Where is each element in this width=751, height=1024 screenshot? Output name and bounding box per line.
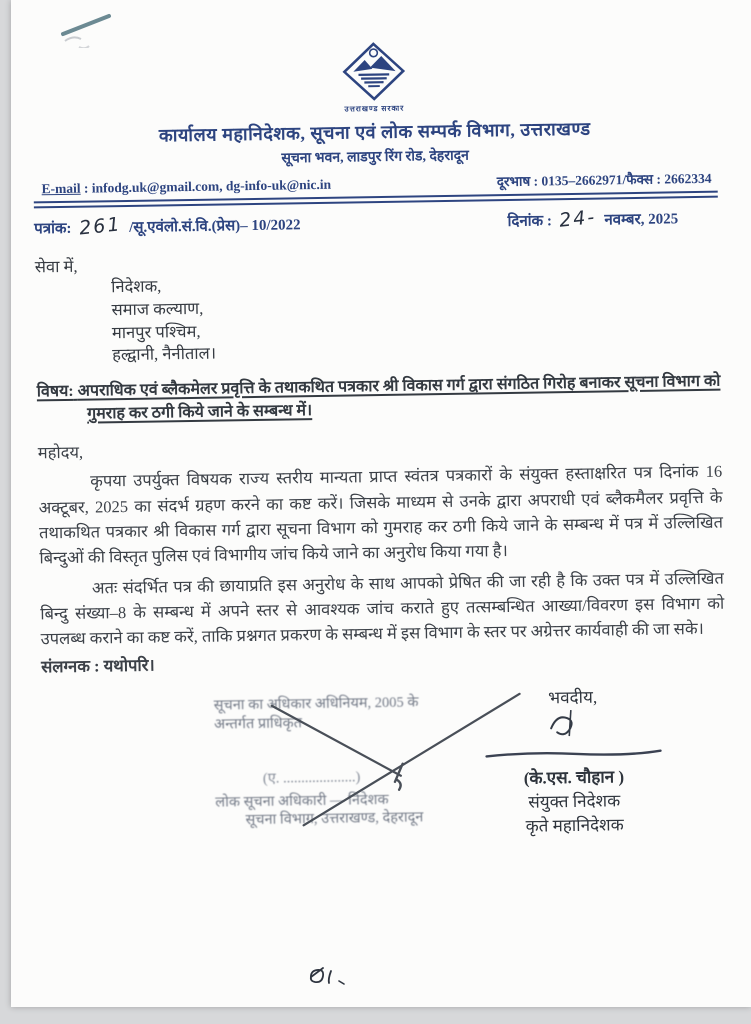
subject-label: विषय: <box>36 382 74 401</box>
subject-line <box>37 370 722 427</box>
letter-number-handwritten: 261 <box>78 213 123 240</box>
signatory-designation: संयुक्त निदेशक <box>528 791 621 812</box>
addressee-line: हल्द्वानी, नैनीताल। <box>112 343 217 365</box>
state-emblem-icon <box>341 42 406 103</box>
handwritten-rule <box>484 749 662 760</box>
uttarakhand-emblem <box>31 37 716 108</box>
salutation: महोदय, <box>37 443 84 463</box>
email-addresses: : infodg.uk@gmail.com, dg-info-uk@nic.in <box>83 176 332 196</box>
date-rest: नवम्बर, 2025 <box>604 211 679 229</box>
letter-paper <box>11 0 751 1007</box>
signatory-name: (के.एस. चौहान ) <box>523 767 625 788</box>
closing-word: भवदीय, <box>548 687 598 708</box>
addressee-line: समाज कल्याण, <box>111 298 204 319</box>
email-line <box>41 177 331 198</box>
handwritten-bottom-mark <box>303 965 351 991</box>
emblem-caption: उत्तराखण्ड सरकार <box>344 103 405 114</box>
email-label: E-mail <box>41 180 81 197</box>
addressee-line: निदेशक, <box>110 276 162 297</box>
letter-number-label: पत्रांक: <box>34 220 72 238</box>
rti-authorization-stamp <box>214 692 516 831</box>
body-paragraph-1: कृपया उपर्युक्त विषयक राज्य स्तरीय मान्यता प्राप्त स्वंतत्र पत्रकारों के संयुक्त हस्ताक्षरित पत्र दिनांक 16 अक्टूबर, 2025 का संदर्भ ग्रहण करने का कष्ट करें। जिसके माध्यम से उनके द्वारा अपराधी एवं ब्लैकमैलर प्रवृत्ति के तथाकथित पत्रकार श्री विकास गर्ग द्वारा सूचना विभाग को गुमराह कर ठगी किये जाने के सम्बन्ध में पत्र में उल्लिखित बिन्दुओं की विस्तृत पुलिस एवं विभागीय जांच किये जाने का अनुरोध किया गया है। <box>38 462 724 568</box>
body-paragraph-2: अतः संदर्भित पत्र की छायाप्रति इस अनुरोध के साथ आपको प्रेषित की जा रही है कि उक्त पत्र में उल्लिखित बिन्दु संख्या–8 के सम्बन्ध में अपने स्तर से आवश्यक जांच कराते हुए तत्सम्बन्धित आख्या/विवरण इस विभाग को उपलब्ध कराने का कष्ट करें, ताकि प्रश्नगत प्रकरण के सम्बन्ध में इस विभाग के स्तर पर अग्रेत्तर कार्यवाही की जा सके। <box>40 568 725 649</box>
addressee-block <box>35 244 721 369</box>
letter-number-rest: /सू.एवंलो.सं.वि.(प्रेस)– 10/2022 <box>129 217 301 236</box>
to-label: सेवा में, <box>34 256 78 277</box>
date-handwritten: 24- <box>558 206 598 232</box>
addressee-line: मानपुर पश्चिम, <box>111 321 201 342</box>
stamp-line: (ए. ....................) <box>262 769 361 787</box>
stamp-line: सूचना का अधिकार अधिनियम, 2005 के <box>213 694 419 714</box>
letter-date <box>507 206 718 231</box>
subject-text: अपराधिक एवं ब्लैकमेलर प्रवृत्ति के तथाकथित पत्रकार श्री विकास गर्ग द्वारा संगठित गिरोह बनाकर सूचना विभाग को गुमराह कर ठगी किये जाने के सम्बन्ध में। <box>77 372 721 423</box>
handwritten-signature <box>513 707 633 739</box>
signed-on-behalf-of: कृते महानिदेशक <box>525 815 624 836</box>
signature-region <box>41 675 728 901</box>
reference-row <box>34 206 718 239</box>
enclosure-note: संलग्नक : यथोपरि। <box>40 655 155 677</box>
stamp-line: अन्तर्गत प्राधिकृत <box>213 715 303 733</box>
phone-fax-line: दूरभाष : 0135–2662971/फैक्स : 2662334 <box>496 170 712 190</box>
addressee-lines <box>35 267 720 369</box>
signature-block <box>477 684 669 838</box>
office-address: सूचना भवन, लाडपुर रिंग रोड, देहरादून <box>281 148 469 167</box>
letter-content <box>5 0 751 1013</box>
letter-number <box>34 212 301 238</box>
office-name: कार्यालय महानिदेशक, सूचना एवं लोक सम्पर्क विभाग, उत्तराखण्ड <box>158 118 591 146</box>
stamp-line: लोक सूचना अधिकारी –– निदेशक <box>215 791 389 811</box>
date-label: दिनांक : <box>507 213 552 230</box>
stamp-line: सूचना विभाग, उत्तराखण्ड, देहरादून <box>245 809 424 829</box>
